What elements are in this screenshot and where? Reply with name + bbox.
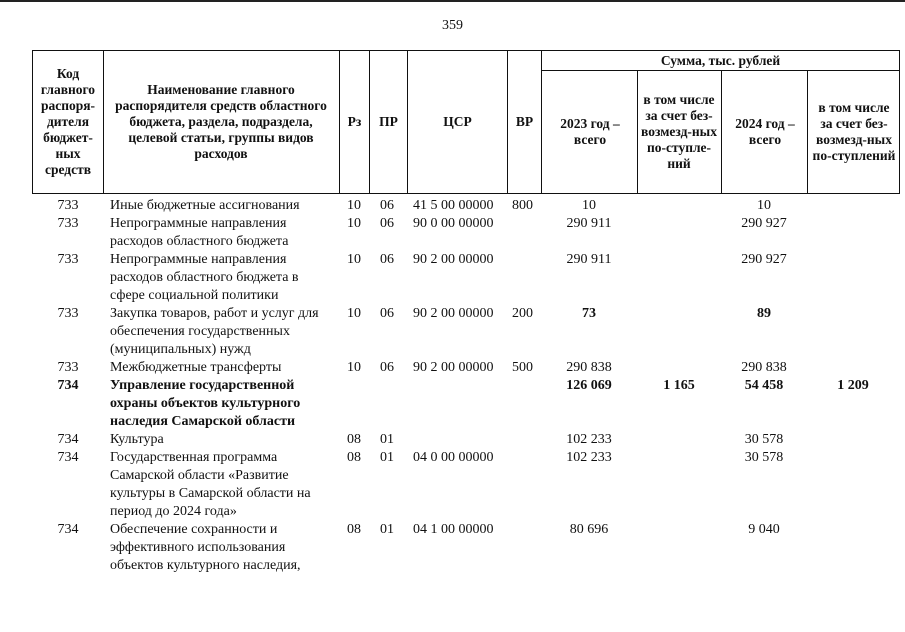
row-csr: 90 2 00 00000 <box>413 360 494 375</box>
row-2024-total: 89 <box>757 306 771 321</box>
row-pr: 06 <box>380 252 394 267</box>
col-divider <box>899 50 900 194</box>
row-code: 733 <box>57 216 79 231</box>
row-pr: 06 <box>380 306 394 321</box>
row-rz: 08 <box>347 450 361 465</box>
row-name: Культура <box>110 432 164 447</box>
header-pr: ПР <box>379 114 398 129</box>
row-pr: 01 <box>380 522 394 537</box>
header-vr: ВР <box>515 114 534 129</box>
row-name: Закупка товаров, работ и услуг для обеспечения государственных (муниципальных) нужд <box>110 306 319 357</box>
row-2023-total: 102 233 <box>566 450 612 465</box>
header-2024-total: 2024 год – всего <box>735 116 795 147</box>
header-sum: Сумма, тыс. рублей <box>660 52 781 68</box>
row-2024-total: 54 458 <box>744 378 784 393</box>
row-2024-total: 290 927 <box>741 216 787 231</box>
row-name: Обеспечение сохранности и эффективного использования объектов культурного наследия, <box>110 522 301 573</box>
row-rz: 10 <box>347 306 361 321</box>
row-rz: 08 <box>347 432 361 447</box>
header-csr: ЦСР <box>443 114 472 129</box>
col-divider <box>637 70 638 194</box>
row-csr: 90 2 00 00000 <box>413 252 494 267</box>
row-rz: 10 <box>347 216 361 231</box>
row-2024-total: 290 838 <box>741 360 787 375</box>
row-2023-gratuitous: 1 165 <box>663 378 695 393</box>
row-code: 734 <box>57 450 79 465</box>
row-2023-total: 290 911 <box>566 252 612 267</box>
header-2024-gratuitous: в том числе за счет без-возмезд-ных по-ступлений <box>812 100 896 163</box>
row-vr: 800 <box>512 198 533 213</box>
row-vr: 200 <box>512 306 533 321</box>
row-code: 733 <box>57 306 79 321</box>
row-2024-total: 9 040 <box>748 522 780 537</box>
row-code: 733 <box>57 360 79 375</box>
row-pr: 06 <box>380 198 394 213</box>
row-2023-total: 80 696 <box>569 522 609 537</box>
row-csr: 04 1 00 00000 <box>413 522 494 537</box>
row-name: Непрограммные направления расходов областного бюджета в сфере социальной политики <box>110 252 299 303</box>
row-csr: 90 0 00 00000 <box>413 216 494 231</box>
row-2024-total: 290 927 <box>741 252 787 267</box>
header-name: Наименование главного распорядителя средств областного бюджета, раздела, подраздела, целевой статьи, группы видов расходов <box>115 82 327 161</box>
page-number: 359 <box>442 18 463 33</box>
row-2024-total: 30 578 <box>744 450 784 465</box>
header-2023-total: 2023 год – всего <box>560 116 620 147</box>
col-divider <box>541 50 542 194</box>
row-2023-total: 73 <box>582 306 596 321</box>
row-code: 734 <box>57 522 79 537</box>
col-divider <box>32 50 33 194</box>
row-2023-total: 10 <box>582 198 596 213</box>
row-pr: 06 <box>380 360 394 375</box>
row-code: 734 <box>57 378 79 393</box>
row-rz: 10 <box>347 198 361 213</box>
row-2023-total: 290 838 <box>566 360 612 375</box>
header-code: Код главного распоря-дителя бюджет-ных средств <box>40 66 96 177</box>
row-csr: 41 5 00 00000 <box>413 198 494 213</box>
row-2024-total: 10 <box>757 198 771 213</box>
row-name: Иные бюджетные ассигнования <box>110 198 300 213</box>
row-2024-total: 30 578 <box>744 432 784 447</box>
row-name: Управление государственной охраны объектов культурного наследия Самарской области <box>110 378 301 429</box>
row-csr: 90 2 00 00000 <box>413 306 494 321</box>
row-pr: 06 <box>380 216 394 231</box>
row-code: 734 <box>57 432 79 447</box>
row-2023-total: 102 233 <box>566 432 612 447</box>
header-bottom-border <box>32 193 900 194</box>
header-rz: Рз <box>347 114 362 129</box>
row-rz: 10 <box>347 252 361 267</box>
col-divider <box>103 50 104 194</box>
row-vr: 500 <box>512 360 533 375</box>
row-2023-total: 126 069 <box>566 378 612 393</box>
row-name: Непрограммные направления расходов областного бюджета <box>110 216 289 249</box>
row-code: 733 <box>57 198 79 213</box>
row-name: Межбюджетные трансферты <box>110 360 282 375</box>
row-pr: 01 <box>380 432 394 447</box>
row-rz: 10 <box>347 360 361 375</box>
row-pr: 01 <box>380 450 394 465</box>
row-2024-gratuitous: 1 209 <box>837 378 869 393</box>
row-csr: 04 0 00 00000 <box>413 450 494 465</box>
col-divider <box>721 70 722 194</box>
row-2023-total: 290 911 <box>566 216 612 231</box>
row-name: Государственная программа Самарской области «Развитие культуры в Самарской области на период до 2024 года» <box>110 450 311 519</box>
header-2023-gratuitous: в том числе за счет без-возмезд-ных по-ступле-ний <box>641 92 717 171</box>
row-rz: 08 <box>347 522 361 537</box>
col-divider <box>807 70 808 194</box>
top-border <box>0 0 905 2</box>
row-code: 733 <box>57 252 79 267</box>
